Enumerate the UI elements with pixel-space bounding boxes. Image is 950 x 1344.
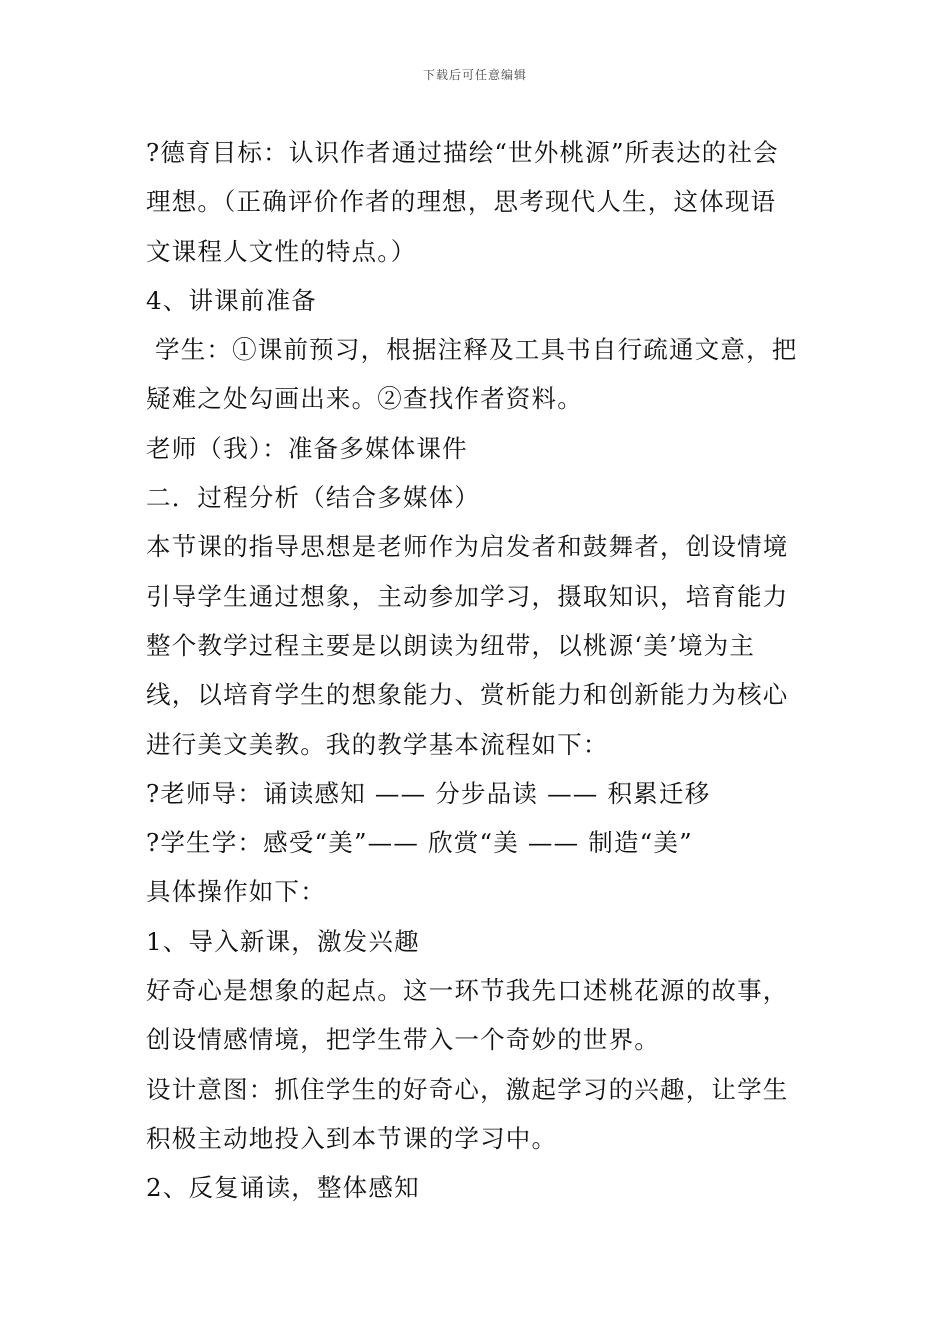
text-line-5: 学生：①课前预习，根据注释及工具书自行疏通文意，把 <box>146 335 798 365</box>
section-heading-intro: 1、导入新课，激发兴趣 <box>146 926 420 956</box>
text-line-1: ?德育目标：认识作者通过描绘“世外桃源”所表达的社会 <box>146 138 779 167</box>
section-heading-preparation: 4、讲课前准备 <box>146 285 317 315</box>
text-line-6: 疑难之处勾画出来。②查找作者资料。 <box>146 384 583 414</box>
text-line-11: 整个教学过程主要是以朗读为纽带，以桃源‘美’境为主 <box>146 630 756 660</box>
text-line-14: ?老师导：诵读感知 —— 分步品读 —— 积累迁移 <box>146 778 711 808</box>
text-line-2: 理想。（正确评价作者的理想，思考现代人生，这体现语 <box>146 187 777 217</box>
section-heading-process: 二．过程分析（结合多媒体） <box>146 483 481 513</box>
text-line-21: 积极主动地投入到本节课的学习中。 <box>146 1123 558 1153</box>
text-line-3: 文课程人文性的特点。） <box>146 236 417 266</box>
text-line-19: 创设情感情境，把学生带入一个奇妙的世界。 <box>146 1025 660 1055</box>
text-line-12: 线，以培育学生的想象能力、赏析能力和创新能力为核心 <box>146 680 789 710</box>
text-line-10: 引导学生通过想象，主动参加学习，摄取知识，培育能力 <box>146 581 789 611</box>
text-line-16: 具体操作如下： <box>146 877 326 907</box>
text-line-13: 进行美文美教。我的教学基本流程如下： <box>146 729 609 759</box>
text-line-20: 设计意图：抓住学生的好奇心，激起学习的兴趣，让学生 <box>146 1074 789 1104</box>
section-heading-reading: 2、反复诵读，整体感知 <box>146 1173 420 1203</box>
text-line-18: 好奇心是想象的起点。这一环节我先口述桃花源的故事， <box>146 976 789 1006</box>
document-body <box>146 128 826 1213</box>
text-line-15: ?学生学：感受“美”—— 欣赏“美 —— 制造“美” <box>146 828 693 858</box>
page-header: 下载后可任意编辑 <box>422 68 527 82</box>
text-line-9: 本节课的指导思想是老师作为启发者和鼓舞者，创设情境 <box>146 532 789 562</box>
text-line-7: 老师（我）：准备多媒体课件 <box>146 433 468 463</box>
